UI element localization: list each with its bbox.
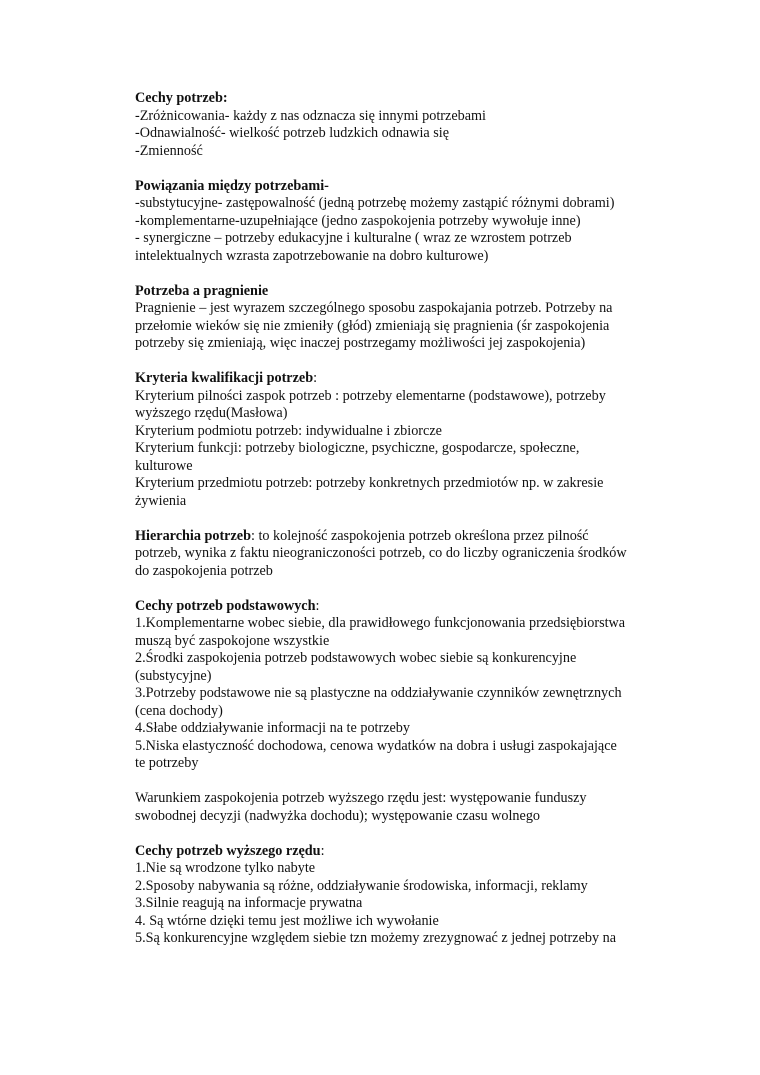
section (135, 790, 675, 825)
text-line: 5.Są konkurencyjne względem siebie tzn możemy zrezygnować z jednej potrzeby na (135, 930, 617, 946)
heading-text: Hierarchia potrzeb (135, 527, 251, 544)
text-line: kulturowe (135, 457, 193, 474)
heading-text: Cechy potrzeb wyższego rzędu (135, 842, 321, 859)
text-line: -komplementarne-uzupełniające (jedno zaspokojenia potrzeby wywołuje inne) (135, 212, 581, 229)
text-line: (cena dochody) (135, 702, 223, 719)
text-line: -Odnawialność- wielkość potrzeb ludzkich odnawia się (135, 125, 449, 141)
text-line: 3.Potrzeby podstawowe nie są plastyczne na oddziaływanie czynników zewnętrznych (135, 685, 622, 701)
section (135, 90, 675, 160)
text-line: -Zmienność (135, 142, 203, 159)
text-line: żywienia (135, 492, 187, 509)
section (135, 843, 675, 948)
text-line: 2.Środki zaspokojenia potrzeb podstawowych wobec siebie są konkurencyjne (135, 650, 577, 666)
section-heading (135, 598, 675, 616)
heading-text: Kryteria kwalifikacji potrzeb (135, 370, 314, 386)
heading-suffix: : to kolejność zaspokojenia potrzeb określona przez pilność (250, 527, 589, 544)
text-line: potrzeby się zmieniają, więc inaczej postrzegamy możliwości jej zaspokojenia) (135, 335, 586, 351)
heading-text: Cechy potrzeb: (135, 90, 228, 106)
document-body (135, 90, 675, 965)
heading-suffix: : (320, 842, 325, 859)
text-line: przełomie wieków się nie zmieniły (głód) zmieniają się pragnienia (śr zaspokojenia (135, 317, 610, 334)
section-heading (135, 843, 675, 861)
text-line: Warunkiem zaspokojenia potrzeb wyższego rzędu jest: występowanie funduszy (135, 790, 587, 806)
section (135, 178, 675, 266)
text-line: 1.Nie są wrodzone tylko nabyte (135, 860, 316, 876)
text-line: 1.Komplementarne wobec siebie, dla prawidłowego funkcjonowania przedsiębiorstwa (135, 615, 626, 631)
text-line: te potrzeby (135, 755, 199, 771)
section-heading (135, 283, 675, 301)
section (135, 283, 675, 353)
text-line: wyższego rzędu(Masłowa) (135, 405, 288, 421)
heading-suffix: : (315, 597, 320, 614)
section (135, 598, 675, 773)
text-line: muszą być zaspokojone wszystkie (135, 632, 330, 649)
text-line: (substycyjne) (135, 667, 212, 684)
text-line: - synergiczne – potrzeby edukacyjne i kulturalne ( wraz ze wzrostem potrzeb (135, 230, 572, 246)
section-heading (135, 90, 675, 108)
text-line: 5.Niska elastyczność dochodowa, cenowa wydatków na dobra i usługi zaspokajające (135, 737, 617, 754)
text-line: Pragnienie – jest wyrazem szczególnego sposobu zaspokajania potrzeb. Potrzeby na (135, 300, 613, 316)
section-heading (135, 178, 675, 196)
text-line: swobodnej decyzji (nadwyżka dochodu); występowanie czasu wolnego (135, 807, 541, 824)
heading-text: Cechy potrzeb podstawowych (135, 597, 316, 614)
heading-text: Powiązania między potrzebami- (135, 177, 329, 194)
text-line: intelektualnych wzrasta zapotrzebowanie na dobro kulturowe) (135, 247, 489, 264)
text-line: 4. Są wtórne dzięki temu jest możliwe ich wywołanie (135, 912, 439, 929)
text-line: 2.Sposoby nabywania są różne, oddziaływanie środowiska, informacji, reklamy (135, 877, 588, 894)
section-heading (135, 528, 675, 546)
text-line: 3.Silnie reagują na informacje prywatna (135, 895, 363, 911)
text-line: Kryterium pilności zaspok potrzeb : potrzeby elementarne (podstawowe), potrzeby (135, 387, 606, 404)
text-line: -substytucyjne- zastępowalność (jedną potrzebę możemy zastąpić różnymi dobrami) (135, 195, 615, 211)
section (135, 528, 675, 581)
text-line: Kryterium przedmiotu potrzeb: potrzeby konkretnych przedmiotów np. w zakresie (135, 475, 604, 491)
section (135, 370, 675, 510)
text-line: Kryterium funkcji: potrzeby biologiczne, psychiczne, gospodarcze, społeczne, (135, 440, 580, 456)
heading-text: Potrzeba a pragnienie (135, 282, 269, 299)
section-heading (135, 370, 675, 388)
text-line: 4.Słabe oddziaływanie informacji na te potrzeby (135, 720, 410, 736)
text-line: Kryterium podmiotu potrzeb: indywidualne i zbiorcze (135, 422, 442, 439)
text-line: -Zróżnicowania- każdy z nas odznacza się innymi potrzebami (135, 107, 486, 124)
text-line: do zaspokojenia potrzeb (135, 562, 273, 579)
heading-suffix: : (313, 370, 318, 386)
text-line: potrzeb, wynika z faktu nieograniczoności potrzeb, co do liczby ograniczenia środków (135, 545, 627, 561)
